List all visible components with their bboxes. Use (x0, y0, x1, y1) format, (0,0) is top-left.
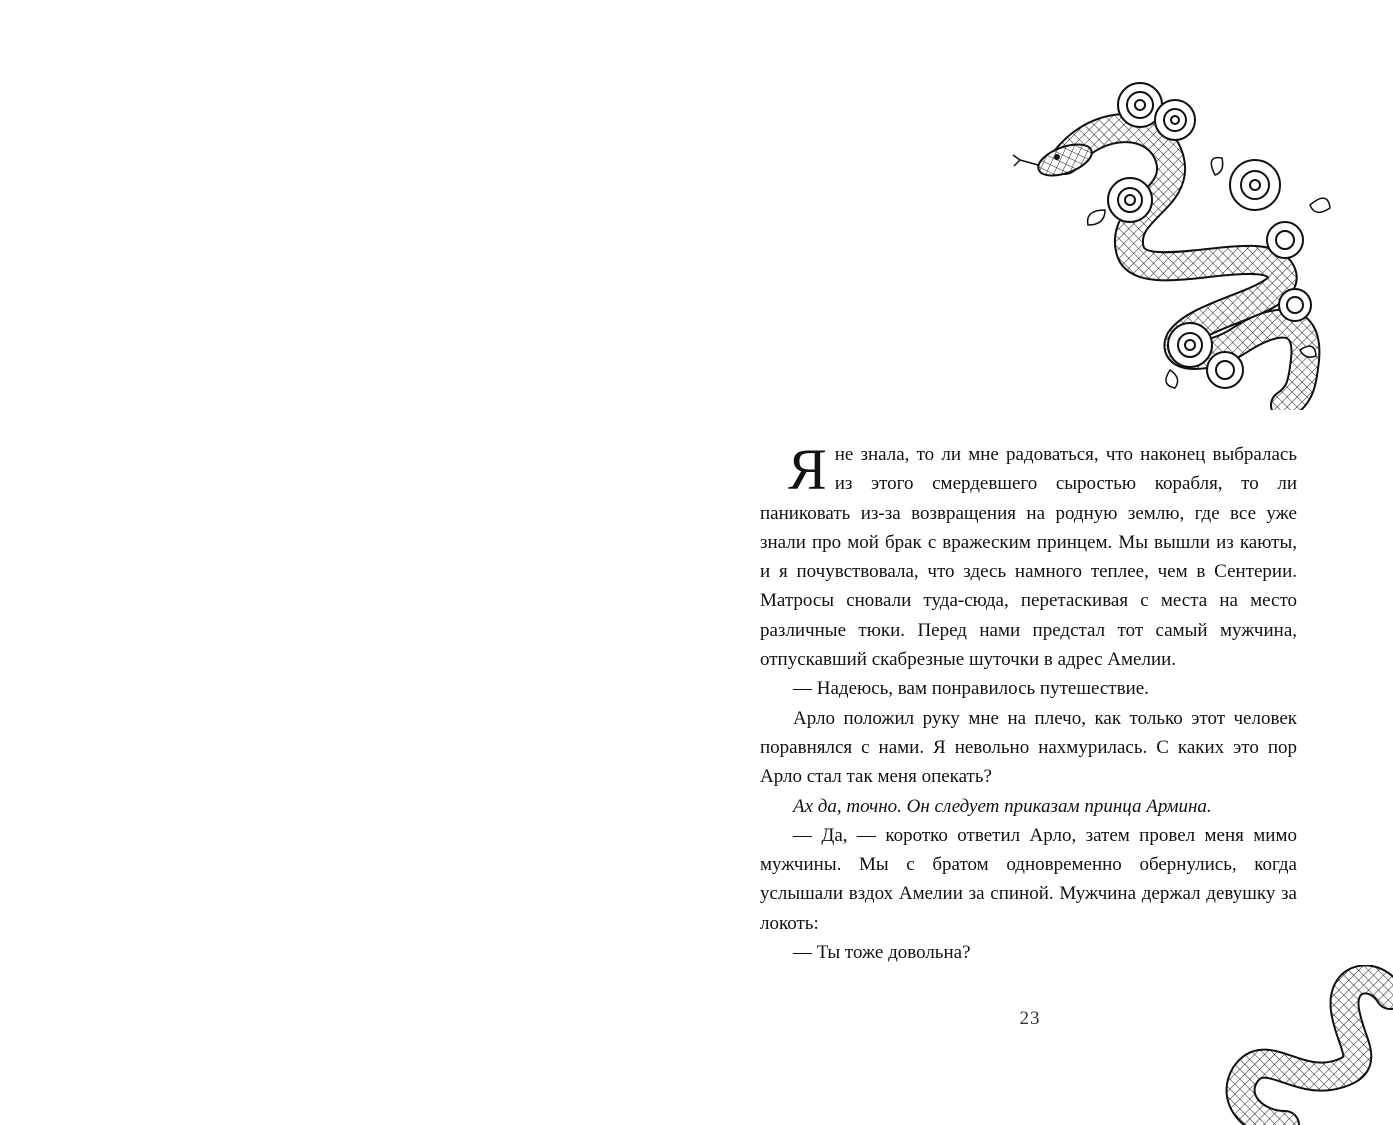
snake-with-roses-icon (1010, 60, 1350, 410)
first-paragraph-text: не знала, то ли мне радоваться, что наконец выбралась из этого смердевшего сыростью корабля, то ли паниковать из-за возвращения на родную землю, где все уже знали про мой брак с вражеским принцем. Мы вышли из каюты, и я почувствовала, что здесь намного теплее, чем в Сентерии. Матросы сновали туда-сюда, перетаскивая с места на место различные тюки. Перед нами предстал тот самый мужчина, отпускавший скабрезные шуточки в адрес Амелии. (760, 444, 1297, 671)
chapter-text (760, 437, 1297, 967)
paragraph-dialogue-3: — Ты тоже довольна? (793, 942, 971, 964)
first-paragraph (760, 437, 1297, 674)
paragraph-thought: Ах да, точно. Он следует приказам принца Армина. (793, 795, 1212, 817)
snake-coil-icon (1225, 965, 1393, 1125)
paragraph-dialogue-1: — Надеюсь, вам понравилось путешествие. (793, 678, 1149, 700)
drop-cap: Я (788, 437, 827, 502)
page-number: 23 (1019, 1008, 1041, 1029)
paragraph-narration-1: Арло положил руку мне на плечо, как только этот человек поравнялся с нами. Я невольно нахмурилась. С каких это пор Арло стал так меня опекать? (760, 707, 1297, 788)
left-page-blank (0, 0, 696, 1125)
paragraph-dialogue-2: — Да, — коротко ответил Арло, затем провел меня мимо мужчины. Мы с братом одновременно обернулись, когда услышали вздох Амелии за спиной. Мужчина держал девушку за локоть: (760, 824, 1297, 934)
